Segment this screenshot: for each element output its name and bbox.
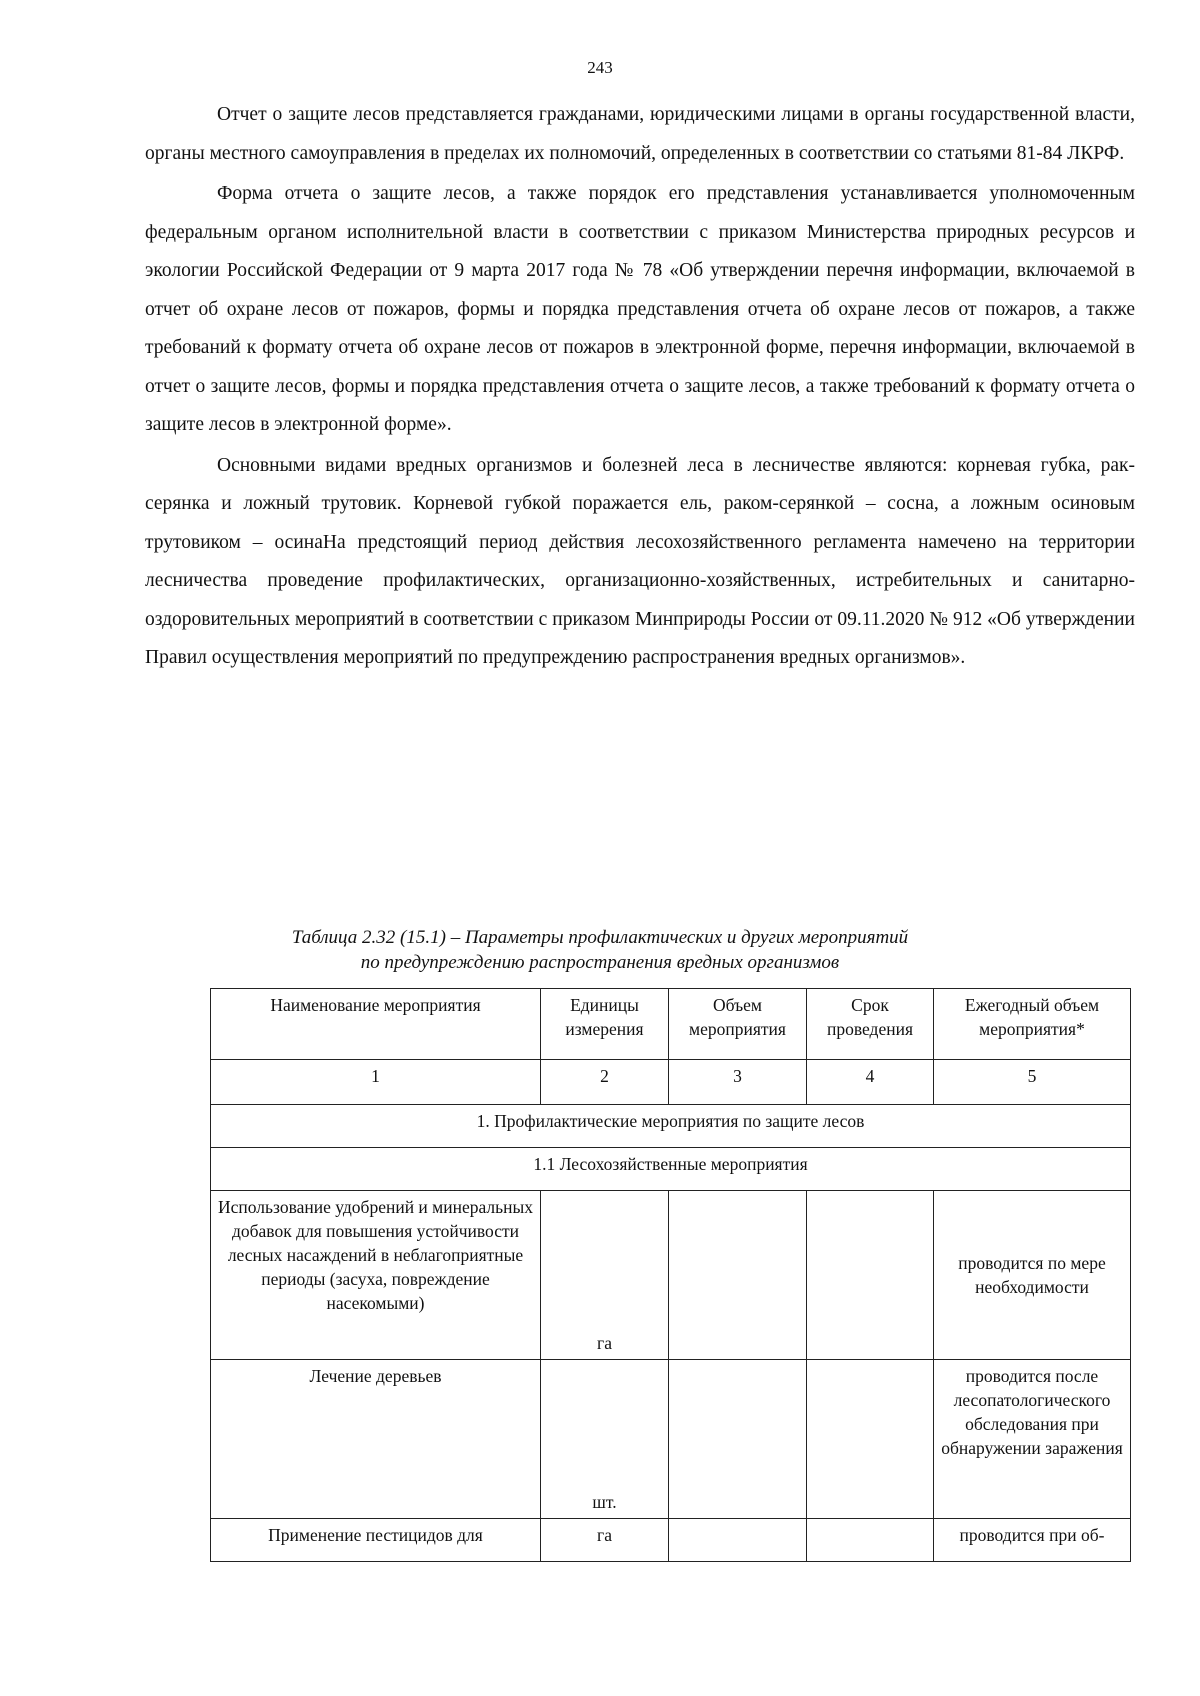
- header-volume: Объем мероприятия: [669, 989, 807, 1060]
- table-row: [211, 1360, 1131, 1519]
- paragraph-3: Основными видами вредных организмов и болезней леса в лесничестве являются: корневая губка, рак-серянка и ложный трутовик. Корневой губкой поражается ель, раком-серянкой – сосна, а ложным осиновым трутовиком – осинаНа предстоящий период действия лесохозяйственного регламента намечено на территории лесничества проведение профилактических, организационно-хозяйственных, истребительных и санитарно-оздоровительных мероприятий в соответствии с приказом Минприроды России от 09.11.2020 № 912 «Об утверждении Правил осуществления мероприятий по предупреждению распространения вредных организмов».: [145, 454, 1135, 668]
- subsection-row: [211, 1148, 1131, 1191]
- row-unit: га: [541, 1191, 669, 1360]
- paragraph-1: Отчет о защите лесов представляется гражданами, юридическими лицами в органы государственной власти, органы местного самоуправления в пределах их полномочий, определенных в соответствии со статьями 81-84 ЛКРФ.: [145, 104, 1135, 164]
- page-number: 243: [587, 58, 613, 77]
- row-volume: [669, 1360, 807, 1519]
- row-name: Применение пестицидов для: [211, 1519, 541, 1562]
- section-title: 1. Профилактические мероприятия по защите лесов: [211, 1105, 1131, 1148]
- row-term: [807, 1191, 934, 1360]
- header-unit: Единицы измерения: [541, 989, 669, 1060]
- table-caption: [0, 925, 1200, 975]
- table-caption-line-1: Таблица 2.32 (15.1) – Параметры профилактических и других мероприятий: [291, 927, 909, 948]
- section-row: [211, 1105, 1131, 1148]
- paragraph-2: Форма отчета о защите лесов, а также порядок его представления устанавливается уполномоченным федеральным органом исполнительной власти в соответствии с приказом Министерства природных ресурсов и экологии Российской Федерации от 9 марта 2017 года № 78 «Об утверждении перечня информации, включаемой в отчет об охране лесов от пожаров, формы и порядка представления отчета об охране лесов от пожаров, а также требований к формату отчета об охране лесов от пожаров в электронной форме, перечня информации, включаемой в отчет о защите лесов, формы и порядка представления отчета о защите лесов, а также требований к формату отчета о защите лесов в электронной форме».: [145, 183, 1135, 435]
- subsection-title: 1.1 Лесохозяйственные мероприятия: [211, 1148, 1131, 1191]
- table-row: [211, 1519, 1131, 1562]
- table-row: [211, 1191, 1131, 1360]
- row-annual: проводится по мере необходимости: [934, 1191, 1131, 1360]
- row-volume: [669, 1191, 807, 1360]
- column-number: 3: [669, 1060, 807, 1105]
- row-unit: га: [541, 1519, 669, 1562]
- table-header-row: [211, 989, 1131, 1060]
- table-caption-line-2: по предупреждению распространения вредных организмов: [360, 952, 840, 973]
- row-term: [807, 1360, 934, 1519]
- column-number: 1: [211, 1060, 541, 1105]
- row-name: Использование удобрений и минеральных добавок для повышения устойчивости лесных насаждений в неблагоприятные периоды (засуха, повреждение насекомыми): [211, 1191, 541, 1360]
- row-annual: проводится при об-: [934, 1519, 1131, 1562]
- row-annual: проводится после лесопатологического обследования при обнаружении заражения: [934, 1360, 1131, 1519]
- header-term: Срок проведения: [807, 989, 934, 1060]
- column-number: 2: [541, 1060, 669, 1105]
- measures-table: [210, 988, 1131, 1562]
- row-unit: шт.: [541, 1360, 669, 1519]
- body-text: [145, 96, 1135, 678]
- column-number-row: [211, 1060, 1131, 1105]
- header-name: Наименование мероприятия: [211, 989, 541, 1060]
- header-annual: Ежегодный объем мероприятия*: [934, 989, 1131, 1060]
- row-name: Лечение деревьев: [211, 1360, 541, 1519]
- row-term: [807, 1519, 934, 1562]
- column-number: 5: [934, 1060, 1131, 1105]
- column-number: 4: [807, 1060, 934, 1105]
- row-volume: [669, 1519, 807, 1562]
